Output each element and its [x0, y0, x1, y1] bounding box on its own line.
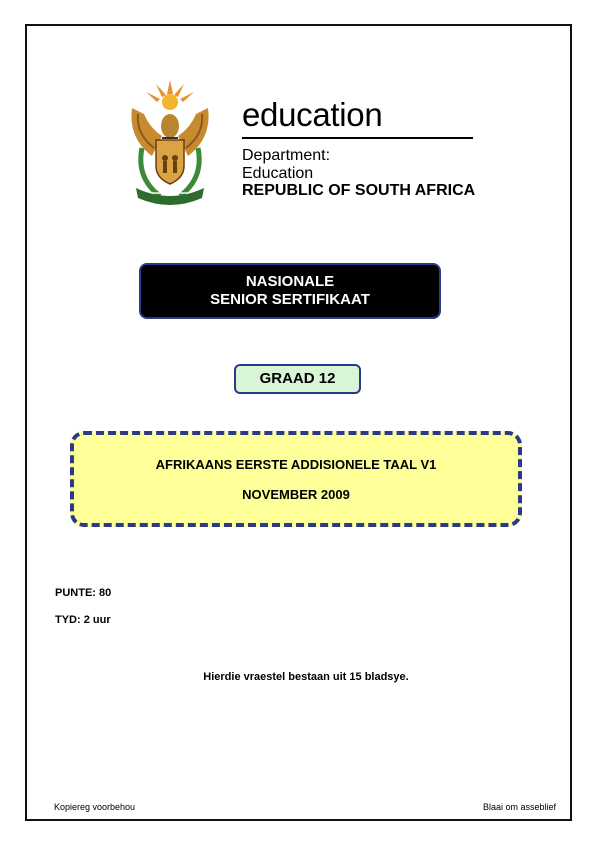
department-name: Education — [242, 165, 314, 182]
coat-of-arms-icon — [122, 78, 218, 208]
subject-panel — [70, 431, 522, 527]
department-label: Department: — [242, 147, 331, 164]
certificate-line2: SENIOR SERTIFIKAAT — [210, 291, 370, 308]
marks-label: PUNTE: 80 — [55, 587, 112, 599]
copyright-note: Kopiereg voorbehou — [54, 802, 136, 812]
grade-badge: GRAAD 12 — [234, 364, 361, 394]
education-wordmark: education — [242, 96, 383, 133]
page-count-note: Hierdie vraestel bestaan uit 15 bladsye. — [203, 671, 409, 683]
country-name: REPUBLIC OF SOUTH AFRICA — [242, 182, 476, 199]
certificate-line1: NASIONALE — [245, 273, 335, 290]
header-rule — [242, 137, 473, 139]
turn-over-note: Blaai om asseblief — [482, 802, 556, 812]
time-label: TYD: 2 uur — [55, 614, 111, 626]
certificate-banner — [139, 263, 441, 319]
exam-date: NOVEMBER 2009 — [242, 487, 350, 502]
subject-title: AFRIKAANS EERSTE ADDISIONELE TAAL V1 — [155, 457, 437, 472]
department-header — [100, 60, 496, 222]
